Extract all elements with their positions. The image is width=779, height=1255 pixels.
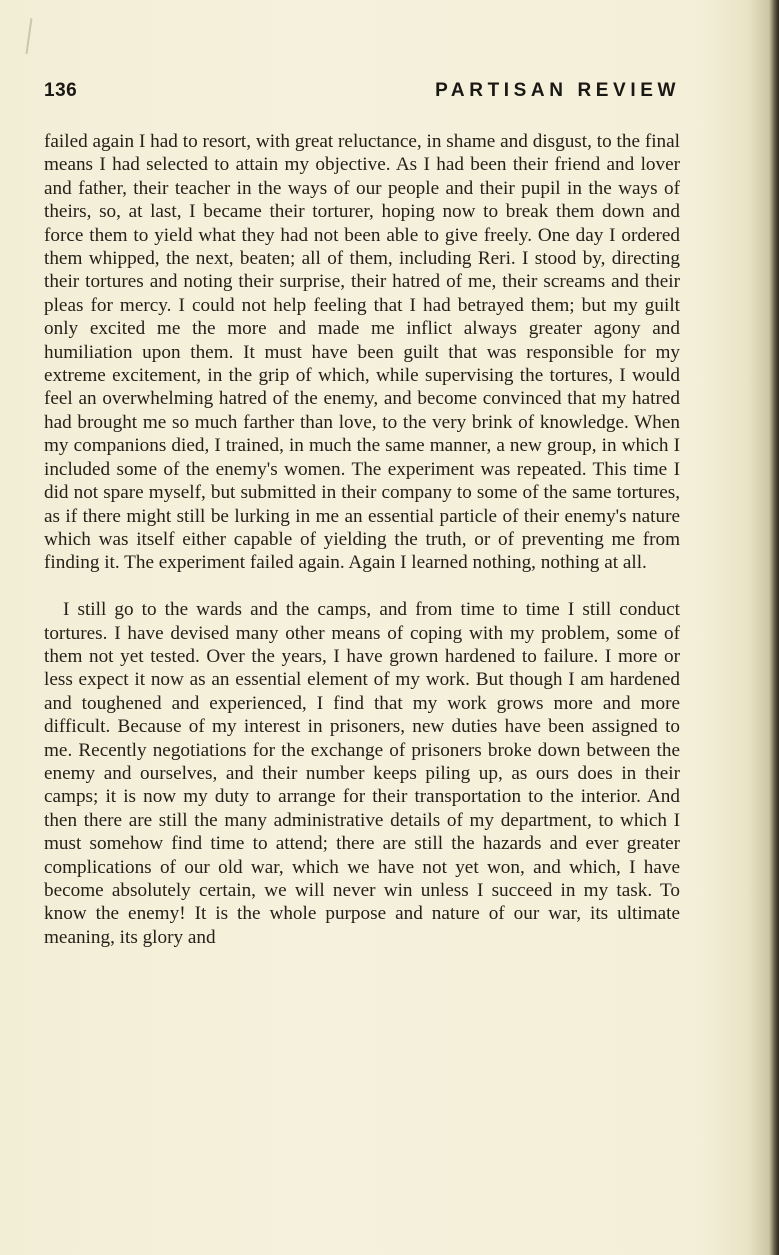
body-text (44, 130, 680, 949)
page-number: 136 (44, 80, 78, 101)
paragraph: failed again I had to resort, with great reluctance, in shame and disgust, to the final means I had selected to attain my objective. As I had been their friend and lover and father, their teacher in the ways of our people and their pupil in the ways of theirs, so, at last, I became their torturer, hoping now to break them down and force them to yield what they had not been able to give freely. One day I ordered them whipped, the next, beaten; all of them, including Reri. I stood by, directing their tortures and noting their surprise, their hatred of me, their screams and their pleas for mercy. I could not help feeling that I had betrayed them; but my guilt only excited me the more and made me inflict always greater agony and humiliation upon them. It must have been guilt that was responsible for my extreme excitement, in the grip of which, while supervising the tortures, I would feel an overwhelming hatred of the enemy, and become convinced that my hatred had brought me so much farther than love, to the very brink of knowledge. When my companions died, I trained, in much the same manner, a new group, in which I included some of the enemy's women. The experiment was repeated. This time I did not spare myself, but submitted in their company to some of the same tortures, as if there might still be lurking in me an essential particle of their enemy's nature which was itself either capable of yielding the truth, or of preventing me from finding it. The experiment failed again. Again I learned nothing, nothing at all. (44, 131, 680, 574)
page-header (44, 80, 680, 110)
running-head: PARTISAN REVIEW (435, 80, 680, 101)
paragraph: I still go to the wards and the camps, and from time to time I still conduct tortures. I have devised many other means of coping with my problem, some of them not yet tested. Over the years, I have grown hardened to failure. I more or less expect it now as an essential element of my work. But though I am hardened and toughened and experienced, I find that my work grows more and more difficult. Because of my interest in prisoners, new duties have been assigned to me. Recently negotiations for the exchange of prisoners broke down between the enemy and ourselves, and their number keeps piling up, as ours does in their camps; it is now my duty to arrange for their transportation to the interior. And then there are still the many administrative details of my department, to which I must somehow find time to attend; there are still the hazards and ever greater complications of our old war, which we have not yet won, and which, I have become absolutely certain, we will never win unless I succeed in my task. To know the enemy! It is the whole purpose and nature of our war, its ultimate meaning, its glory and (44, 599, 680, 948)
page-edge-shadow (769, 0, 779, 1255)
margin-mark (26, 18, 33, 54)
